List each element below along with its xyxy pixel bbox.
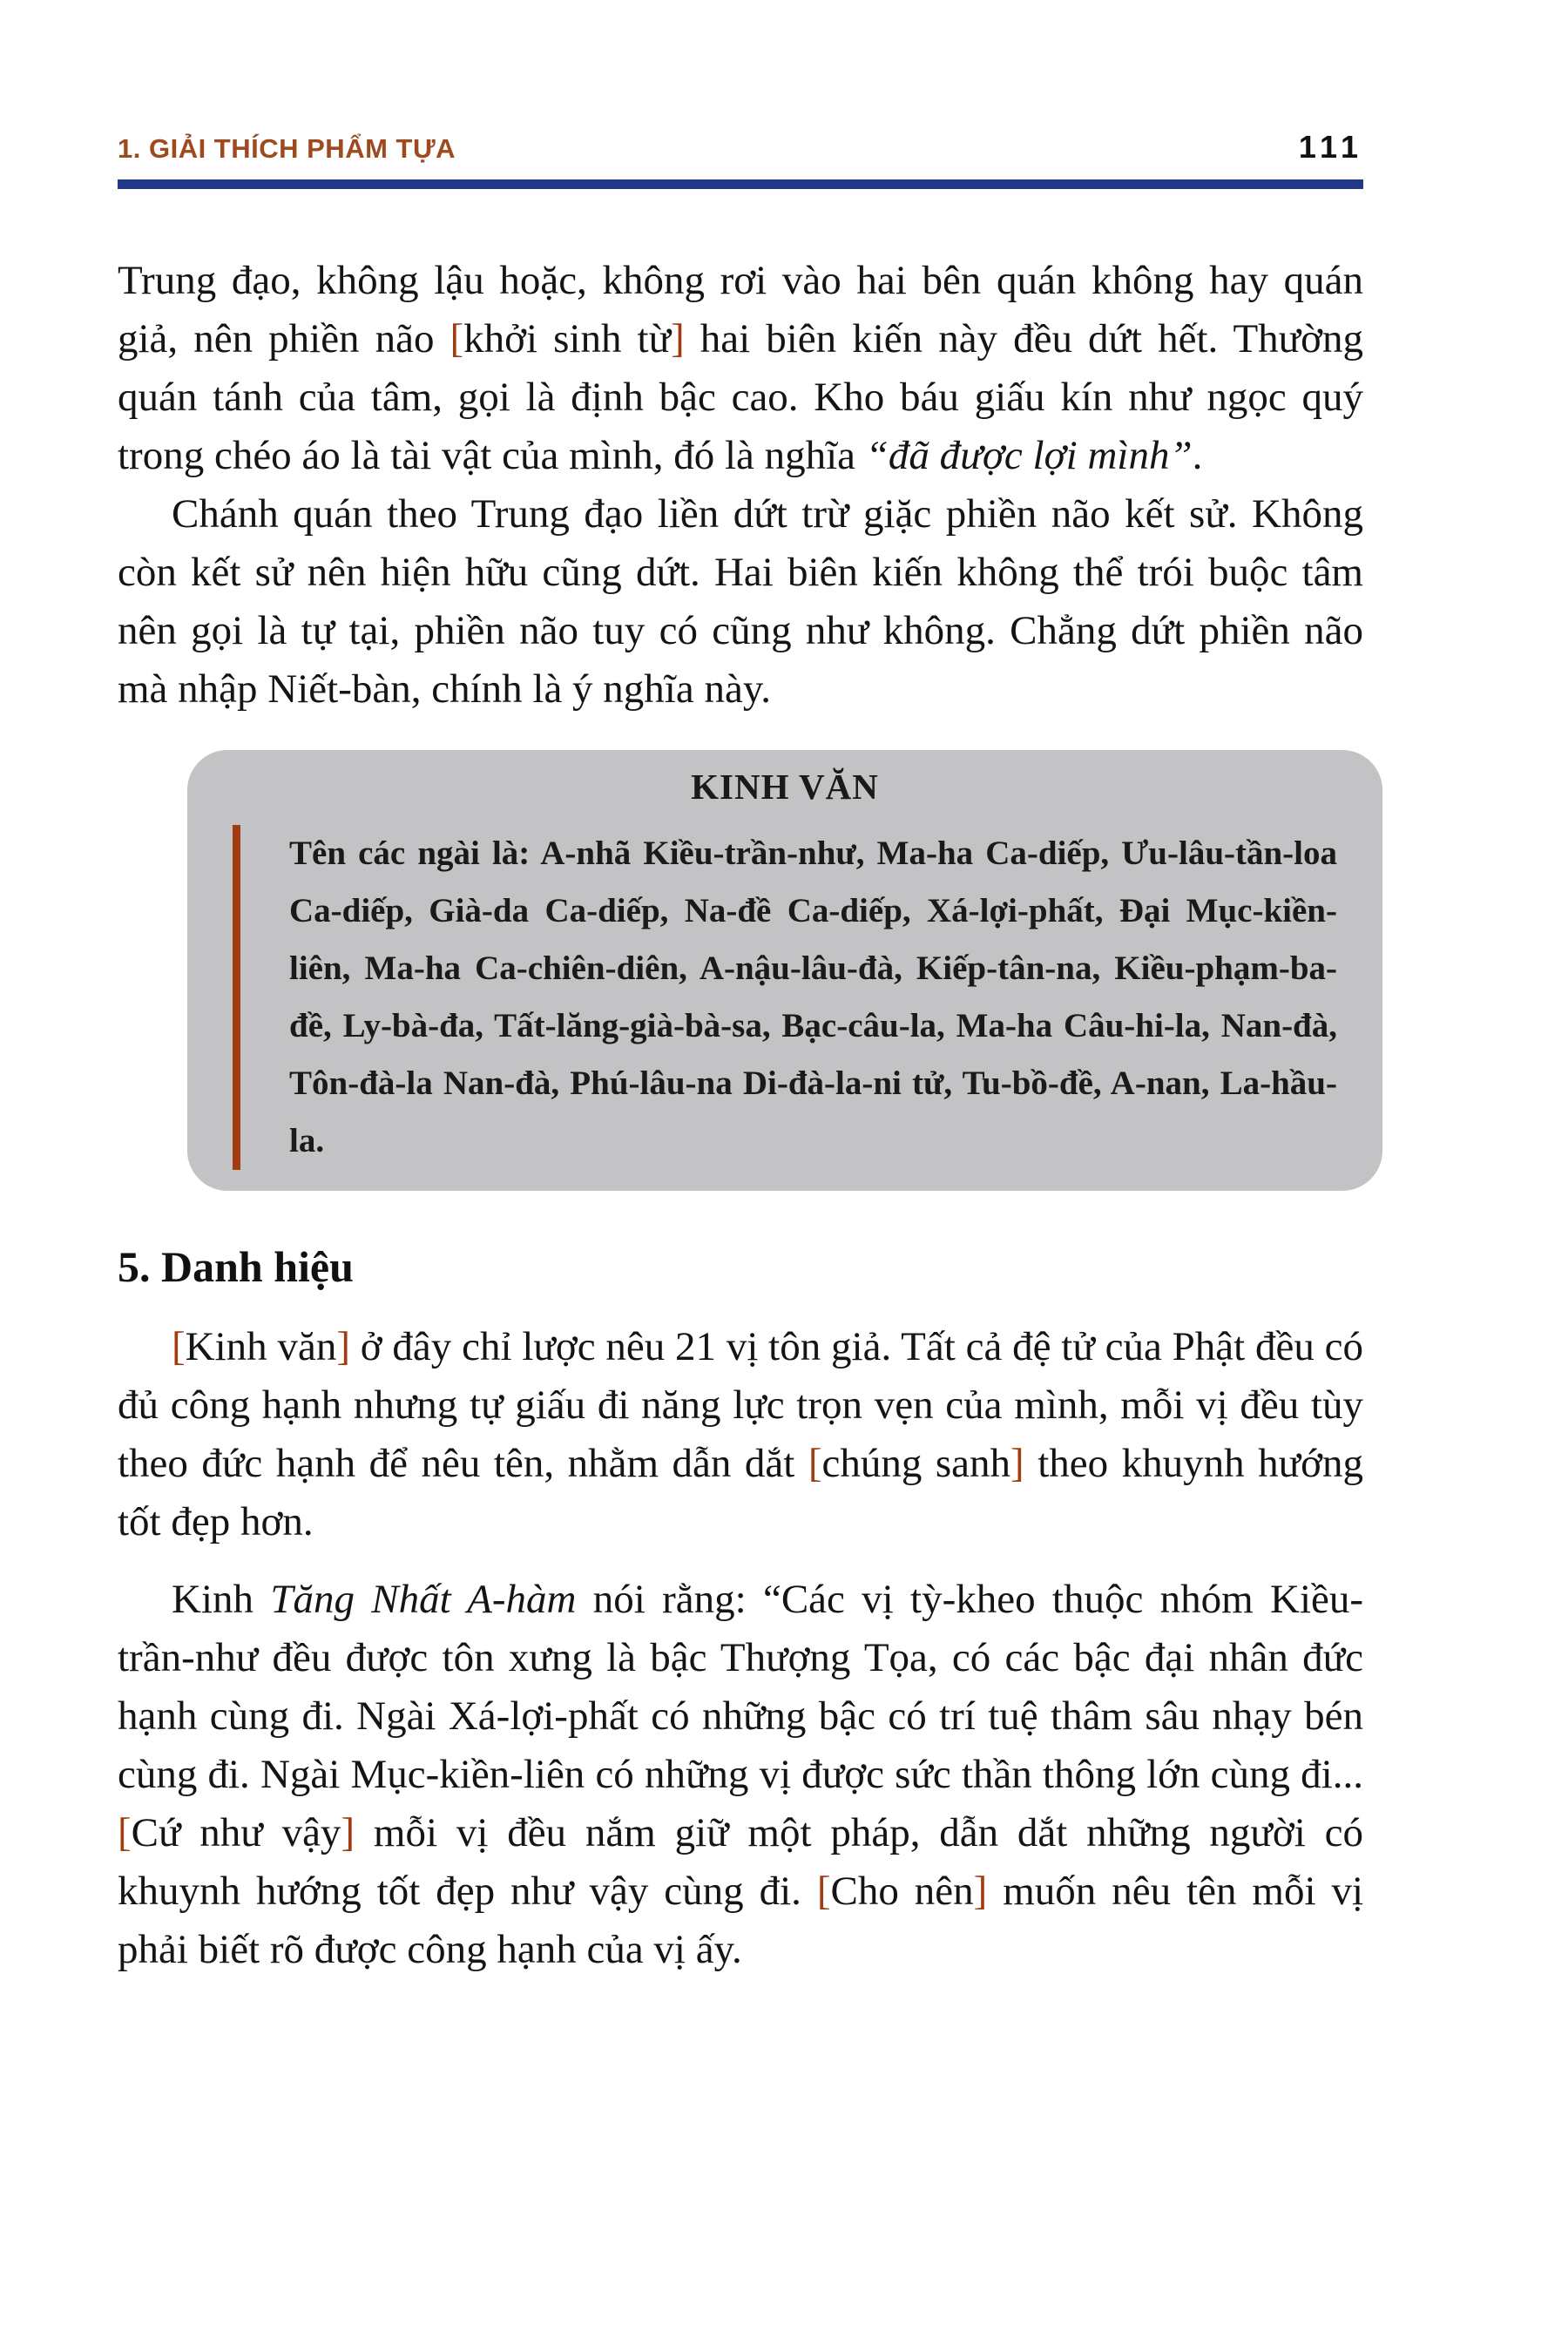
text-segment: Cứ như vậy [131,1810,341,1855]
text-segment: Chánh quán theo Trung đạo liền dứt trừ giặc phiền não kết sử. Không còn kết sử nên hiện hữu cũng dứt. Hai biên kiến không thể trói buộc tâm nên gọi là tự tại, phiền não tuy có cũng như không. Chẳng dứt phiền não mà nhập Niết-bàn, chính là ý nghĩa này. [118,491,1363,712]
bracket-accent: [ [816,1869,831,1914]
bracket-accent: [ [172,1324,186,1369]
text-segment: . [1192,433,1203,478]
header-rule [118,179,1363,189]
text-segment: Kinh văn [185,1324,337,1369]
bracket-accent: ] [973,1869,988,1914]
page-body [118,252,1363,1979]
bracket-accent: [ [449,316,464,362]
text-segment: Kinh [172,1577,271,1622]
quote-accent-bar [233,825,240,1170]
kinh-van-title: KINH VĂN [691,767,879,807]
text-segment: nói rằng: “Các vị tỳ-kheo thuộc nhóm Kiều-trần-như đều được tôn xưng là bậc Thượng Tọa, có các bậc đại nhân đức hạnh cùng đi. Ngài Xá-lợi-phất có những bậc có trí tuệ thâm sâu nhạy bén cùng đi. Ngài Mục-kiền-liên có những vị được sức thần thông lớn cùng đi... [118,1577,1364,1797]
section-heading-danh-hieu: 5. Danh hiệu [118,1242,354,1291]
bracket-accent: ] [341,1810,355,1855]
page-header [118,129,1363,166]
text-segment: Tăng Nhất A-hàm [270,1577,577,1622]
kinh-van-text [289,825,1337,1170]
text-segment: hai biên kiến này đều dứt hết. Thường quán tánh của tâm, gọi là định bậc cao. Kho báu giấu kín như ngọc quý trong chéo áo là tài vật của mình, đó là nghĩa [118,316,1364,478]
kinh-van-row [233,825,1337,1170]
bracket-accent: ] [1010,1441,1024,1486]
bracket-accent: ] [336,1324,350,1369]
paragraph-chanh-quan [118,485,1363,719]
text-segment: theo khuynh hướng tốt đẹp hơn. [118,1441,1363,1544]
text-segment: muốn nêu tên mỗi vị phải biết rõ được công hạnh của vị ấy. [118,1869,1364,1972]
text-segment: ở đây chỉ lược nêu 21 vị tôn giả. Tất cả đệ tử của Phật đều có đủ công hạnh nhưng tự giấu đi năng lực trọn vẹn của mình, mỗi vị đều tùy theo đức hạnh để nêu tên, nhằm dẫn dắt [118,1324,1363,1486]
text-segment: Cho nên [830,1869,974,1914]
text-segment: khởi sinh từ [463,316,672,362]
paragraph-kinh-van-luoc-neu [118,1318,1363,1551]
paragraph-tang-nhat-a-ham [118,1571,1363,1979]
kinh-van-box [187,750,1382,1191]
text-segment: Tên các ngài là: A-nhã Kiều-trần-như, Ma-ha Ca-diếp, Ưu-lâu-tần-loa Ca-diếp, Già-da Ca-diếp, Na-đề Ca-diếp, Xá-lợi-phất, Đại Mục-kiền-liên, Ma-ha Ca-chiên-diên, A-nậu-lâu-đà, Kiếp-tân-na, Kiều-phạm-ba-đề, Ly-bà-đa, Tất-lăng-già-bà-sa, Bạc-câu-la, Ma-ha Câu-hi-la, Nan-đà, Tôn-đà-la Nan-đà, Phú-lâu-na Di-đà-la-ni tử, Tu-bồ-đề, A-nan, La-hầu-la. [289,835,1337,1159]
text-segment: chúng sanh [821,1441,1011,1486]
bracket-accent: [ [118,1810,132,1855]
page-number: 111 [1298,129,1363,165]
text-segment: “đã được lợi mình” [865,433,1193,478]
bracket-accent: [ [808,1441,822,1486]
text-segment: mỗi vị đều nắm giữ một pháp, dẫn dắt những người có khuynh hướng tốt đẹp như vậy cùng đi. [118,1810,1363,1914]
bracket-accent: ] [671,316,685,362]
paragraph-trung-dao [118,252,1363,485]
running-header-title: 1. GIẢI THÍCH PHẨM TỰA [118,133,456,164]
text-segment: Trung đạo, không lậu hoặc, không rơi vào hai bên quán không hay quán giả, nên phiền não [118,258,1363,362]
